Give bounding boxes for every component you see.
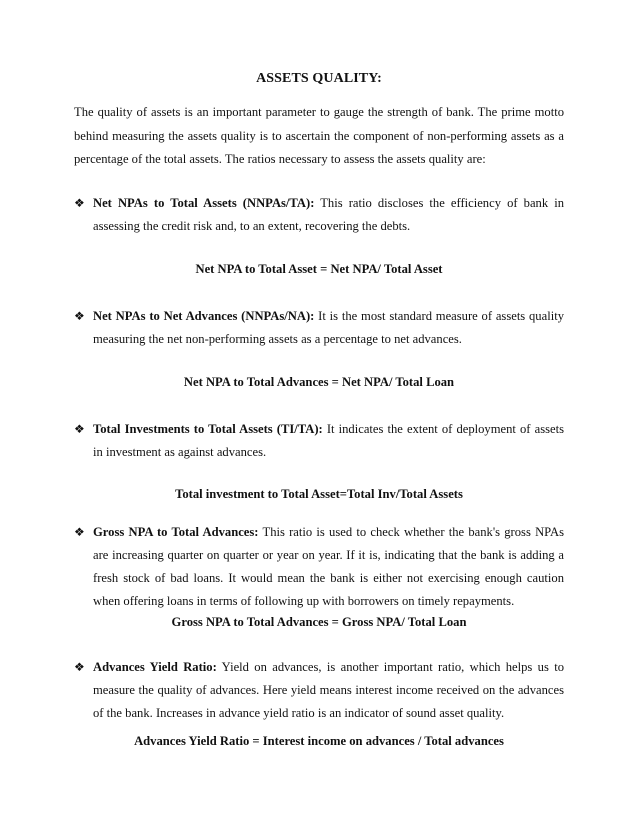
item-description: This ratio is used to check whether the bank's gross NPAs are increasing quarter on quarter or year on year. If it is, indicating that the bank is adding a fresh stock of bad loans. It would mean the bank is either not exercising enough caution when offering loans in terms of following up with borrowers on timely repayments.: [93, 525, 565, 608]
list-item-text: [74, 418, 564, 464]
formula: Net NPA to Total Advances = Net NPA/ Total Loan: [183, 375, 455, 389]
diamond-bullet-icon: ❖: [74, 660, 85, 674]
diamond-bullet-icon: ❖: [74, 422, 85, 436]
list-item-text: [74, 656, 564, 725]
diamond-bullet-icon: ❖: [74, 309, 85, 323]
list-item: [74, 656, 564, 725]
formula: Gross NPA to Total Advances = Gross NPA/ Total Loan: [171, 615, 467, 629]
list-item-text: [74, 305, 564, 351]
list-item-text: [74, 192, 564, 238]
item-term: Gross NPA to Total Advances:: [93, 525, 259, 539]
list-item: [74, 521, 564, 613]
item-term: Total Investments to Total Assets (TI/TA):: [93, 422, 323, 436]
item-description: It is the most standard measure of assets quality measuring the net non-performing assets as a percentage to net advances.: [93, 309, 564, 346]
formula: Net NPA to Total Asset = Net NPA/ Total Asset: [195, 262, 443, 276]
diamond-bullet-icon: ❖: [74, 525, 85, 539]
list-item-text: [74, 521, 564, 613]
list-item: [74, 192, 564, 238]
item-term: Net NPAs to Net Advances (NNPAs/NA):: [93, 309, 315, 323]
formula: Total investment to Total Asset=Total Inv/Total Assets: [175, 487, 463, 501]
intro-paragraph: The quality of assets is an important parameter to gauge the strength of bank. The prime motto behind measuring the assets quality is to ascertain the component of non-performing assets as a percentage of the total assets. The ratios necessary to assess the assets quality are:: [74, 105, 564, 166]
item-description: Yield on advances, is another important ratio, which helps us to measure the quality of advances. Here yield means interest income received on the advances of the bank. Increases in advance yield ratio is an indicator of sound asset quality.: [93, 660, 564, 720]
list-item: [74, 418, 564, 464]
item-term: Advances Yield Ratio:: [93, 660, 217, 674]
item-description: This ratio discloses the efficiency of bank in assessing the credit risk and, to an extent, recovering the debts.: [93, 196, 564, 233]
formula: Advances Yield Ratio = Interest income on advances / Total advances: [134, 734, 504, 748]
page-heading: ASSETS QUALITY:: [256, 71, 382, 86]
diamond-bullet-icon: ❖: [74, 196, 85, 210]
item-term: Net NPAs to Total Assets (NNPAs/TA):: [93, 196, 315, 210]
item-description: It indicates the extent of deployment of assets in investment as against advances.: [93, 422, 564, 459]
list-item: [74, 305, 564, 351]
